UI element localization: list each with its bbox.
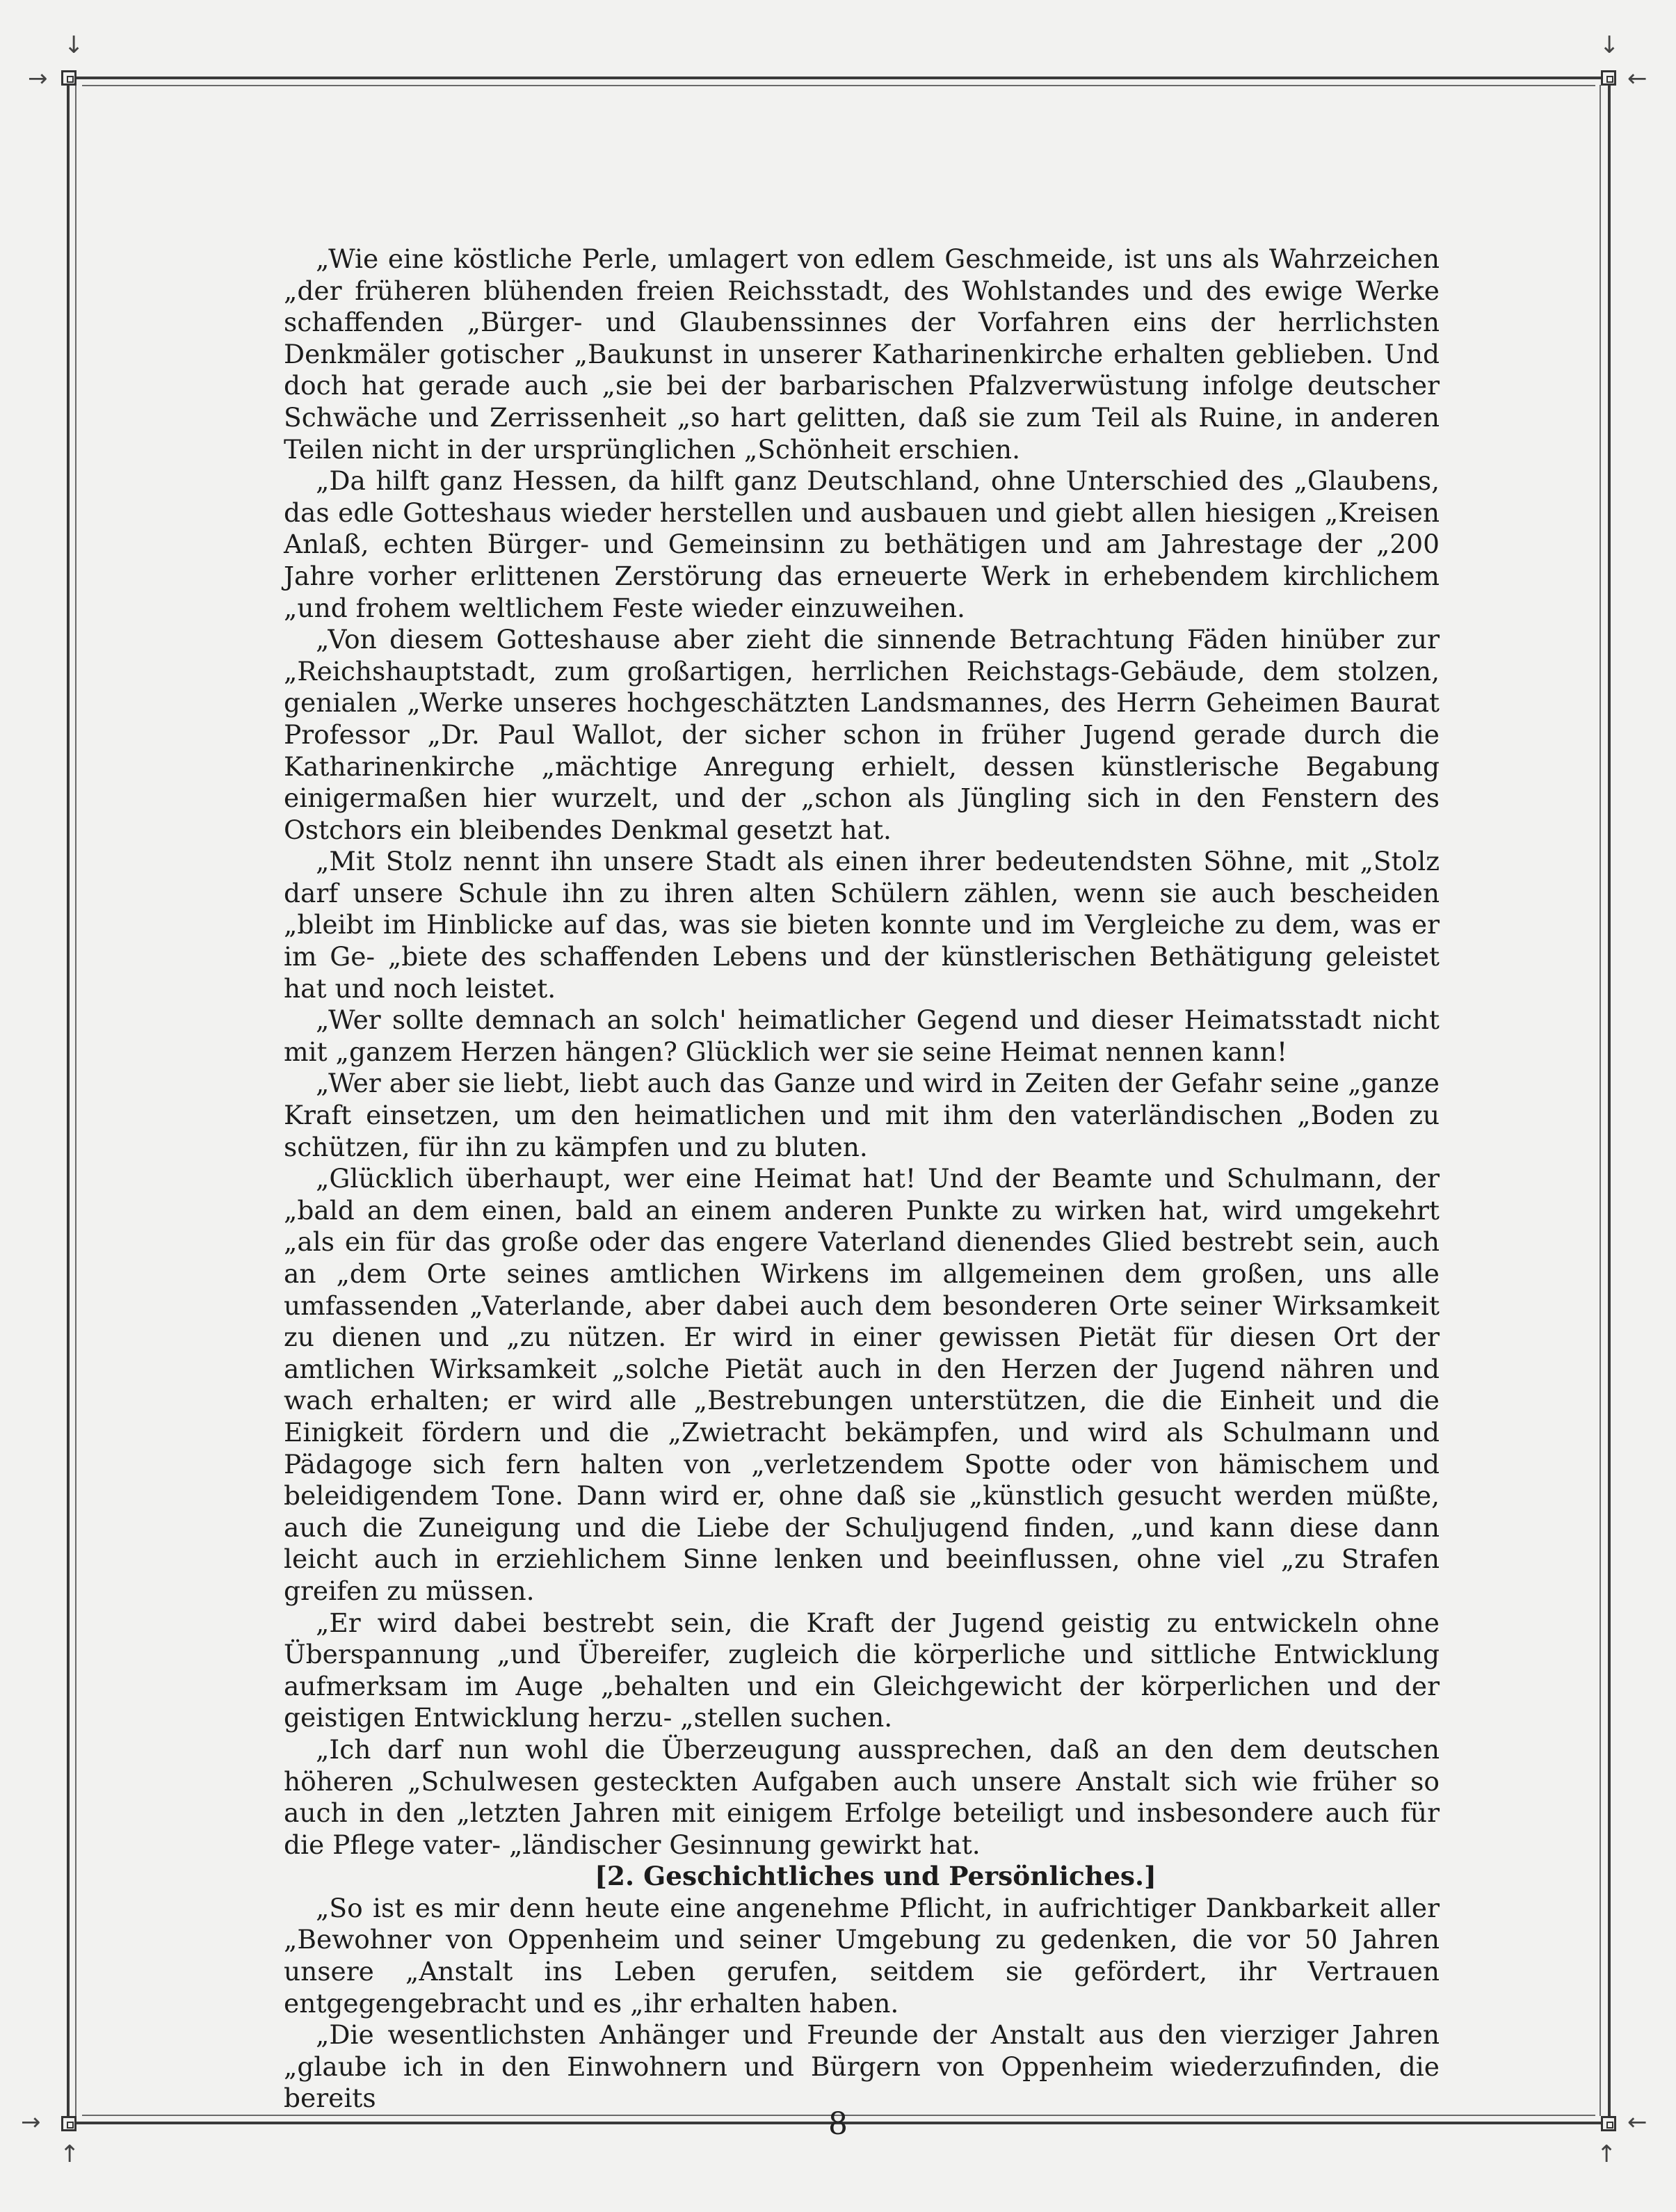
frame-left-line xyxy=(67,77,70,2124)
frame-corner-top-left xyxy=(61,70,76,86)
frame-right-line xyxy=(1608,77,1611,2124)
frame-top-inner-line xyxy=(82,85,1595,86)
frame-left-inner-line xyxy=(75,85,76,2116)
paragraph: „Wer sollte demnach an solch' heimatlicher Gegend und dieser Heimatsstadt nicht mit „ganzem Herzen hängen? Glücklich wer sie seine Heimat nennen kann! xyxy=(284,1004,1440,1067)
paragraph: „Glücklich überhaupt, wer eine Heimat hat! Und der Beamte und Schulmann, der „bald an dem einen, bald an einem anderen Punkte zu wirken hat, wird umgekehrt „als ein für das große oder das engere Vaterland dienendes Glied bestrebt sein, auch an „dem Orte seines amtlichen Wirkens im allgemeinen dem großen, uns alle umfassenden „Vaterlande, aber dabei auch dem besonderen Orte seiner Wirksamkeit zu dienen und „zu nützen. Er wird in einer gewissen Pietät für diesen Ort der amtlichen Wirksamkeit „solche Pietät auch in den Herzen der Jugend nähren und wach erhalten; er wird alle „Bestrebungen unterstützen, die die Einheit und die Einigkeit fördern und die „Zwietracht bekämpfen, und wird als Schulmann und Pädagoge sich fern halten von „verletzendem Spotte oder von hämischem und beleidigendem Tone. Dann wird er, ohne daß sie „künstlich gesucht werden müßte, auch die Zuneigung und die Liebe der Schuljugend finden, „und kann diese dann leicht auch in erziehlichem Sinne lenken und beeinflussen, ohne viel „zu Strafen greifen zu müssen. xyxy=(284,1163,1440,1606)
section-heading: [2. Geschichtliches und Persönliches.] xyxy=(595,1861,1157,1892)
frame-corner-top-right xyxy=(1601,70,1616,86)
paragraph: „So ist es mir denn heute eine angenehme Pflicht, in aufrichtiger Dankbarkeit aller „Bewohner von Oppenheim und seiner Umgebung zu gedenken, die vor 50 Jahren unsere „Anstalt ins Leben gerufen, seitdem sie gefördert, ihr Vertrauen entgegengebracht und es „ihr erhalten haben. xyxy=(284,1892,1440,2019)
arrow-left-icon: ← xyxy=(1627,2108,1647,2136)
paragraph: „Er wird dabei bestrebt sein, die Kraft der Jugend geistig zu entwickeln ohne Überspannung „und Übereifer, zugleich die körperliche und sittliche Entwicklung aufmerksam im Auge „behalten und ein Gleichgewicht der körperlichen und der geistigen Entwicklung herzu- „stellen suchen. xyxy=(284,1607,1440,1733)
paragraph: „Die wesentlichsten Anhänger und Freunde der Anstalt aus den vierziger Jahren „glaube ich in den Einwohnern und Bürgern von Oppenheim wiederzufinden, die bereits xyxy=(284,2019,1440,2114)
body-text xyxy=(284,243,1440,2115)
arrow-right-icon: → xyxy=(28,65,48,93)
arrow-up-icon: ↑ xyxy=(60,2140,80,2168)
arrow-left-icon: ← xyxy=(1627,65,1647,93)
paragraph: „Da hilft ganz Hessen, da hilft ganz Deutschland, ohne Unterschied des „Glaubens, das edle Gotteshaus wieder herstellen und ausbauen und giebt allen hiesigen „Kreisen Anlaß, echten Bürger- und Gemeinsinn zu bethätigen und am Jahrestage der „200 Jahre vorher erlittenen Zerstörung das erneuerte Werk in erhebendem kirchlichem „und frohem weltlichem Feste wieder einzuweihen. xyxy=(284,465,1440,623)
frame-right-inner-line xyxy=(1600,85,1601,2116)
paragraph: „Mit Stolz nennt ihn unsere Stadt als einen ihrer bedeutendsten Söhne, mit „Stolz darf unsere Schule ihn zu ihren alten Schülern zählen, wenn sie auch bescheiden „bleibt im Hinblicke auf das, was sie bieten konnte und im Vergleiche zu dem, was er im Ge- „biete des schaffenden Lebens und der künstlerischen Bethätigung geleistet hat und noch leistet. xyxy=(284,846,1440,1004)
arrow-down-icon: ↓ xyxy=(1600,31,1620,59)
arrow-up-icon: ↑ xyxy=(1597,2140,1617,2168)
page-number: 8 xyxy=(828,2106,848,2142)
arrow-down-icon: ↓ xyxy=(64,31,84,59)
paragraph: „Wer aber sie liebt, liebt auch das Ganze und wird in Zeiten der Gefahr seine „ganze Kraft einsetzen, um den heimatlichen und mit ihm den vaterländischen „Boden zu schützen, für ihn zu kämpfen und zu bluten. xyxy=(284,1068,1440,1162)
paragraph: „Wie eine köstliche Perle, umlagert von edlem Geschmeide, ist uns als Wahrzeichen „der früheren blühenden freien Reichsstadt, des Wohlstandes und des ewige Werke schaffenden „Bürger- und Glaubenssinnes der Vorfahren eins der herrlichsten Denkmäler gotischer „Baukunst in unserer Katharinenkirche erhalten geblieben. Und doch hat gerade auch „sie bei der barbarischen Pfalzverwüstung infolge deutscher Schwäche und Zerrissenheit „so hart gelitten, daß sie zum Teil als Ruine, in anderen Teilen nicht in der ursprünglichen „Schönheit erschien. xyxy=(284,243,1440,465)
paragraph: „Ich darf nun wohl die Überzeugung aussprechen, daß an den dem deutschen höheren „Schulwesen gesteckten Aufgaben auch unsere Anstalt sich wie früher so auch in den „letzten Jahren mit einigem Erfolge beteiligt und insbesondere auch für die Pflege vater- „ländischer Gesinnung gewirkt hat. xyxy=(284,1733,1440,1860)
paragraph: „Von diesem Gotteshause aber zieht die sinnende Betrachtung Fäden hinüber zur „Reichshauptstadt, zum großartigen, herrlichen Reichstags-Gebäude, dem stolzen, genialen „Werke unseres hochgeschätzten Landsmannes, des Herrn Geheimen Baurat Professor „Dr. Paul Wallot, der sicher schon in früher Jugend gerade durch die Katharinenkirche „mächtige Anregung erhielt, dessen künstlerische Begabung einigermaßen hier wurzelt, und der „schon als Jüngling sich in den Fenstern des Ostchors ein bleibendes Denkmal gesetzt hat. xyxy=(284,624,1440,845)
frame-top-line xyxy=(67,77,1611,79)
arrow-right-icon: → xyxy=(21,2108,41,2136)
